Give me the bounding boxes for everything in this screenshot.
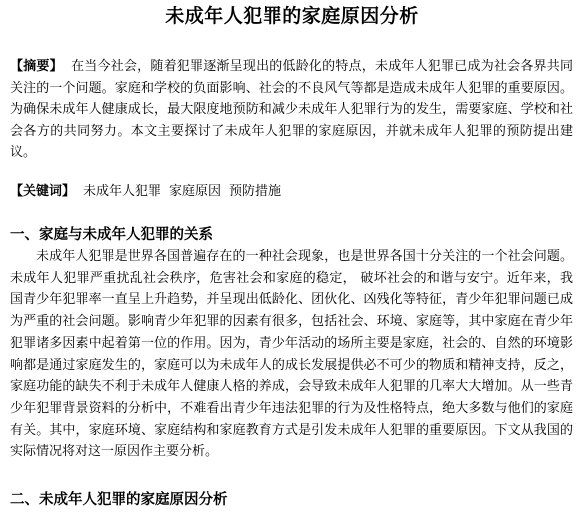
keyword-item: 未成年人犯罪 xyxy=(83,184,162,199)
keyword-item: 家庭原因 xyxy=(169,184,222,199)
section-2-heading: 二、未成年人犯罪的家庭原因分析 xyxy=(10,492,228,508)
abstract-label: 【摘要】 xyxy=(10,59,63,74)
keywords-label: 【关键词】 xyxy=(10,184,76,199)
abstract-paragraph xyxy=(10,56,573,164)
section-1-heading: 一、家庭与未成年人犯罪的关系 xyxy=(10,227,213,243)
keywords-line xyxy=(10,181,573,203)
document-title: 未成年人犯罪的家庭原因分析 xyxy=(165,5,419,27)
keyword-item: 预防措施 xyxy=(229,184,282,199)
abstract-text: 在当今社会，随着犯罪逐渐呈现出的低龄化的特点，未成年人犯罪已成为社会各界共同关注的一个问题。家庭和学校的负面影响、社会的不良风气等都是造成未成年人犯罪的重要原因。为确保未成年人健康成长，最大限度地预防和减少未成年人犯罪行为的发生，需要家庭、学校和社会各方的共同努力。本文主要探讨了未成年人犯罪的家庭原因，并就未成年人犯罪的预防提出建议。 xyxy=(10,59,573,161)
section-1-body: 未成年人犯罪是世界各国普遍存在的一种社会现象，也是世界各国十分关注的一个社会问题。未成年人犯罪严重扰乱社会秩序，危害社会和家庭的稳定， 破坏社会的和谐与安宁。近年来，我国青少年犯罪率一直呈上升趋势，并呈现出低龄化、团伙化、凶残化等特征，青少年犯罪问题已成为严重的社会问题。影响青少年犯罪的因素有很多，包括社会、环境、家庭等，其中家庭在青少年犯罪诸多因素中起着第一位的作用。因为，青少年活动的场所主要是家庭，社会的、自然的环境影响都是通过家庭发生的，家庭可以为未成年人的成长发展提供必不可少的物质和精神支持，反之，家庭功能的缺失不利于未成年人健康人格的养成，会导致未成年人犯罪的几率大大增加。从一些青少年犯罪背景资料的分析中，不难看出青少年违法犯罪的行为及性格特点，绝大多数与他们的家庭有关。其中，家庭环境、家庭结构和家庭教育方式是引发未成年人犯罪的重要原因。下文从我国的实际情况将对这一原因作主要分析。 xyxy=(10,249,573,460)
